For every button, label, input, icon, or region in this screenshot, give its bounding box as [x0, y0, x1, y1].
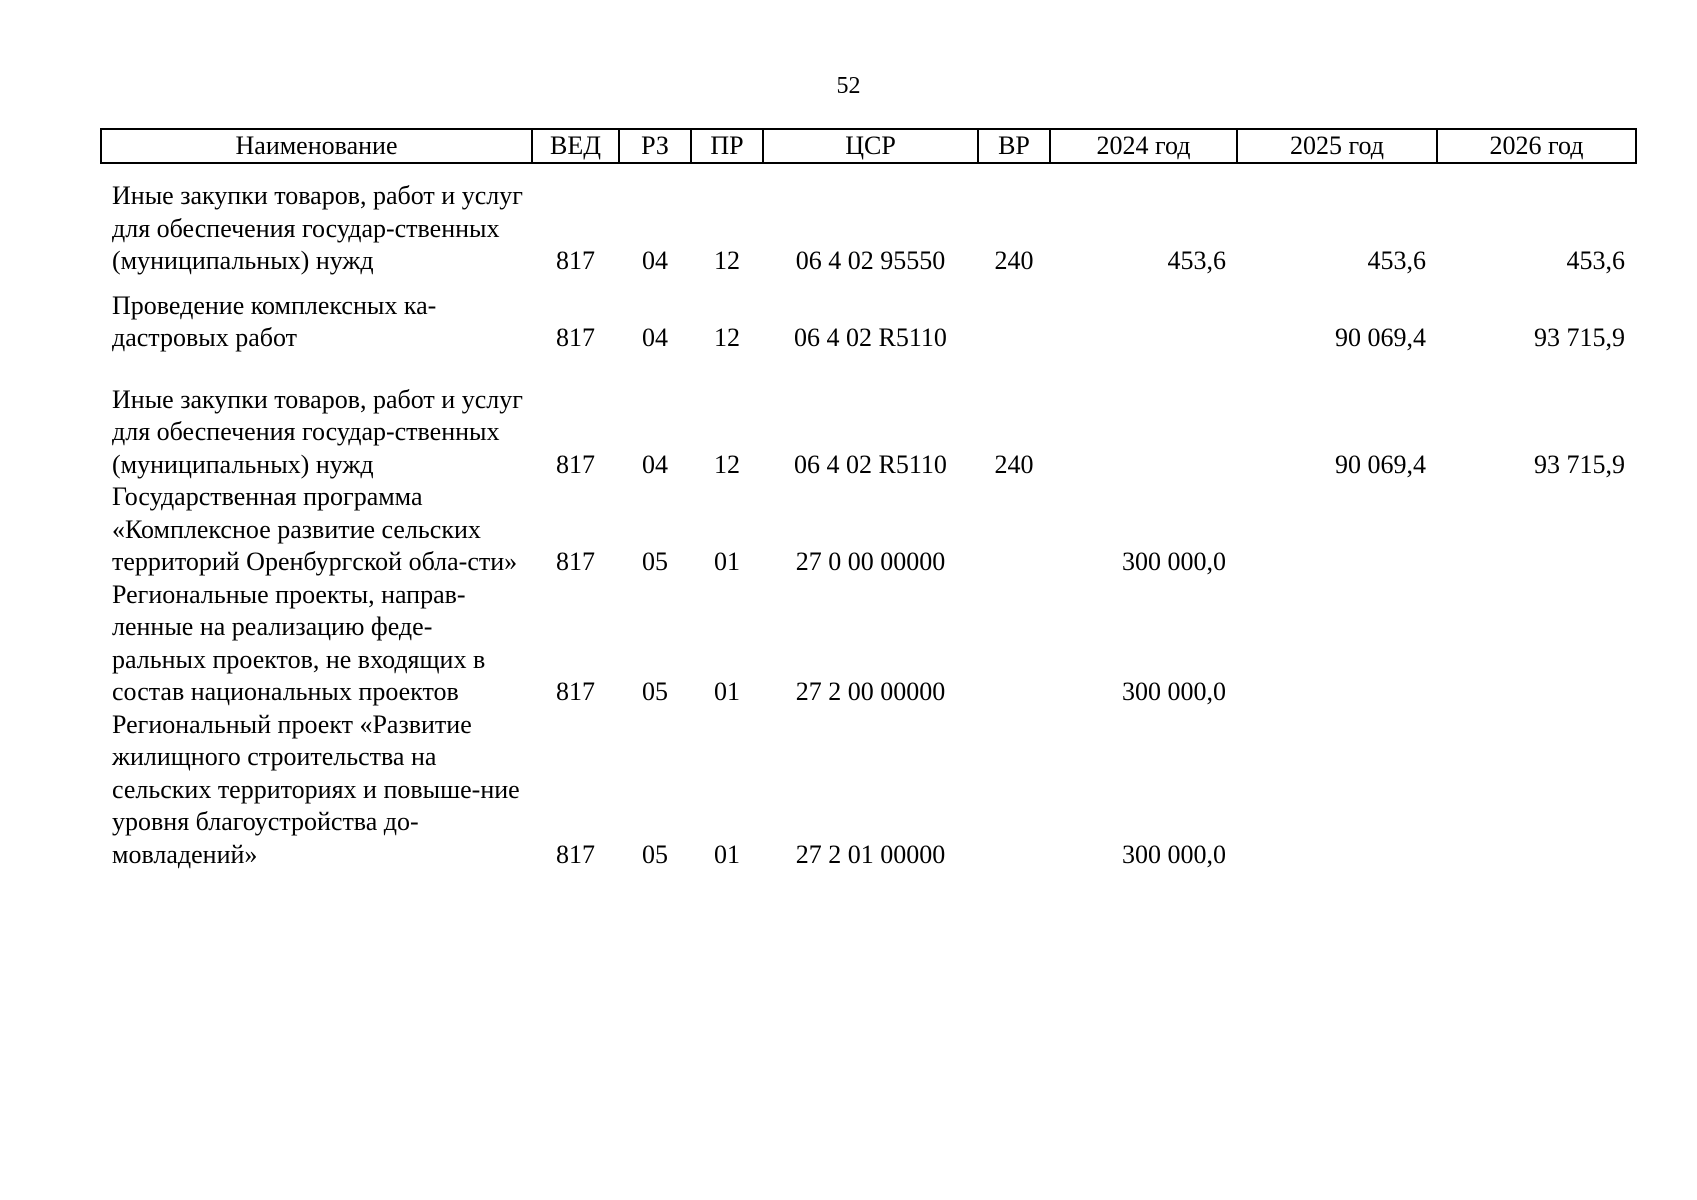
row-name: Иные закупки товаров, работ и услуг для обеспечения государ-ственных (муниципальных) нужд — [112, 181, 523, 275]
row-name: Иные закупки товаров, работ и услуг для обеспечения государ-ственных (муниципальных) нужд — [112, 384, 523, 479]
table-body — [101, 163, 1636, 871]
row-vr: 240 — [994, 246, 1034, 275]
row-ved: 817 — [556, 547, 595, 576]
row-name: Государственная программа «Комплексное развитие сельских территорий Оренбургской обла-сти» — [112, 482, 518, 576]
row-2025: 90 069,4 — [1335, 323, 1426, 352]
row-csr: 06 4 02 R5110 — [794, 323, 947, 352]
row-pr: 12 — [714, 246, 740, 275]
row-rz: 04 — [642, 323, 668, 352]
row-rz: 05 — [642, 677, 668, 706]
table-spacer — [101, 163, 1636, 180]
header-name: Наименование — [101, 129, 532, 163]
budget-table — [100, 128, 1637, 871]
table-row — [101, 384, 1636, 482]
row-pr: 12 — [714, 449, 740, 479]
row-csr: 06 4 02 R5110 — [794, 449, 947, 479]
row-rz: 04 — [642, 449, 668, 479]
row-2025: 90 069,4 — [1335, 449, 1426, 479]
row-ved: 817 — [556, 839, 595, 869]
table-header — [101, 129, 1636, 163]
row-csr: 06 4 02 95550 — [795, 246, 946, 275]
row-2026: 93 715,9 — [1534, 323, 1625, 352]
row-ved: 817 — [556, 246, 595, 275]
row-rz: 05 — [642, 839, 668, 869]
row-vr — [978, 579, 1050, 709]
row-2024 — [1050, 290, 1237, 384]
header-rz: РЗ — [619, 129, 691, 163]
row-vr — [978, 290, 1050, 384]
row-name: Региональный проект «Развитие жилищного строительства на сельских территориях и повыше-ние уровня благоустройства до-мовладений» — [112, 709, 520, 869]
header-csr: ЦСР — [763, 129, 978, 163]
table-row — [101, 709, 1636, 872]
row-csr: 27 2 00 00000 — [795, 677, 946, 706]
table-row — [101, 290, 1636, 384]
row-2024: 453,6 — [1167, 246, 1226, 275]
row-2026: 93 715,9 — [1534, 449, 1625, 479]
page-number: 52 — [836, 73, 861, 99]
header-2026: 2026 год — [1437, 129, 1636, 163]
row-pr: 01 — [714, 839, 740, 869]
header-vr: ВР — [978, 129, 1050, 163]
row-csr: 27 2 01 00000 — [795, 839, 946, 869]
row-rz: 04 — [642, 246, 668, 275]
row-vr — [978, 709, 1050, 872]
table-row — [101, 481, 1636, 579]
row-name: Региональные проекты, направ-ленные на реализацию феде-ральных проектов, не входящих в состав национальных проектов — [112, 579, 486, 706]
row-name: Проведение комплексных ка-дастровых работ — [112, 290, 437, 352]
row-pr: 12 — [714, 323, 740, 352]
header-ved: ВЕД — [532, 129, 619, 163]
row-2024: 300 000,0 — [1122, 839, 1226, 869]
header-2024: 2024 год — [1050, 129, 1237, 163]
row-2026 — [1437, 579, 1636, 709]
row-2025 — [1237, 579, 1437, 709]
row-2024: 300 000,0 — [1122, 547, 1226, 576]
row-vr: 240 — [994, 449, 1034, 479]
row-2024 — [1050, 384, 1237, 482]
row-ved: 817 — [556, 677, 595, 706]
row-2026 — [1437, 481, 1636, 579]
row-2026: 453,6 — [1566, 246, 1625, 275]
row-ved: 817 — [556, 449, 595, 479]
header-row — [101, 129, 1636, 163]
row-csr: 27 0 00 00000 — [795, 547, 946, 576]
header-pr: ПР — [691, 129, 763, 163]
row-2025 — [1237, 481, 1437, 579]
row-pr: 01 — [714, 547, 740, 576]
row-vr — [978, 481, 1050, 579]
header-2025: 2025 год — [1237, 129, 1437, 163]
row-2025: 453,6 — [1367, 246, 1426, 275]
row-2026 — [1437, 709, 1636, 872]
table-row — [101, 579, 1636, 709]
row-2025 — [1237, 709, 1437, 872]
row-ved: 817 — [556, 323, 595, 352]
row-2024: 300 000,0 — [1122, 677, 1226, 706]
row-rz: 05 — [642, 547, 668, 576]
row-pr: 01 — [714, 677, 740, 706]
table-row — [101, 180, 1636, 290]
